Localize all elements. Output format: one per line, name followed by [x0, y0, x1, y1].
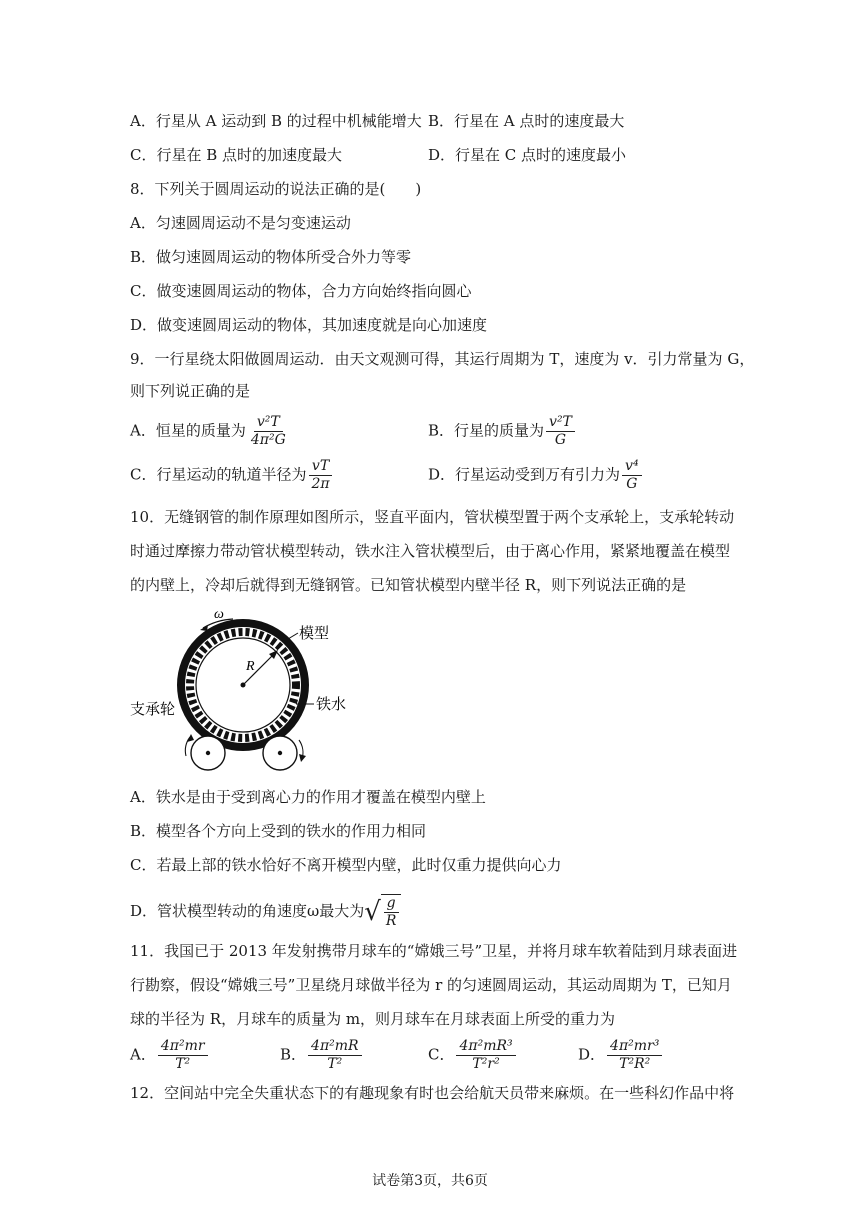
radius-label: R: [246, 659, 255, 674]
omega-label: ω: [214, 607, 224, 622]
omega-arrowhead: [200, 625, 208, 631]
q11-option-a: [130, 1038, 210, 1073]
q9-option-a: [130, 414, 291, 449]
q9-option-d-fraction: [622, 458, 642, 493]
q9-option-a-numerator: v²T: [254, 414, 283, 432]
q11-option-b: [280, 1038, 364, 1073]
left-wheel-axle: [206, 751, 210, 755]
left-wheel-arrowhead: [187, 734, 194, 742]
q11-option-c-fraction: [456, 1038, 515, 1073]
q9-stem-line1: 9．一行星绕太阳做圆周运动．由天文观测可得，其运行周期为 T，速度为 v．引力常量为 G，: [130, 350, 755, 368]
q11-option-a-fraction: [158, 1038, 208, 1073]
q9-option-c-denominator: 2π: [311, 476, 330, 492]
q11-option-d: [578, 1038, 664, 1073]
q8-option-d: D．做变速圆周运动的物体，其加速度就是向心加速度: [130, 316, 488, 334]
q8-option-b: B．做匀速圆周运动的物体所受合外力等零: [130, 248, 412, 266]
q11-option-d-label: D．: [578, 1045, 606, 1064]
q12-stem-line1: 12．空间站中完全失重状态下的有趣现象有时也会给航天员带来麻烦。在一些科幻作品中将: [130, 1084, 735, 1102]
q9-stem-line2: 则下列说正确的是: [130, 382, 251, 400]
q10-option-d-fraction: [383, 895, 400, 930]
q9-option-d-numerator: v⁴: [622, 458, 642, 476]
q11-option-d-numerator: 4π²mr³: [607, 1038, 662, 1056]
q11-option-a-denominator: T²: [175, 1056, 191, 1072]
q11-option-a-numerator: 4π²mr: [158, 1038, 208, 1056]
q11-option-d-denominator: T²R²: [619, 1056, 651, 1072]
q7-option-b: B．行星在 A 点时的速度最大: [428, 112, 625, 130]
q9-option-a-fraction: [248, 414, 289, 449]
model-label-leader: [288, 633, 298, 639]
q11-option-c-denominator: T²r²: [472, 1056, 500, 1072]
q11-option-c-numerator: 4π²mR³: [456, 1038, 515, 1056]
q9-option-b-fraction: [546, 414, 575, 449]
q9-option-b-text: B．行星的质量为: [428, 421, 545, 440]
q10-option-d: [130, 894, 401, 930]
q11-stem-line2: 行勘察，假设“嫦娥三号”卫星绕月球做半径为 r 的匀速圆周运动，其运动周期为 T，已知月: [130, 976, 732, 994]
q9-option-b-denominator: G: [554, 432, 567, 448]
q8-option-a: A．匀速圆周运动不是匀变速运动: [130, 214, 351, 232]
model-label: 模型: [299, 626, 330, 642]
page-footer: 试卷第3页，共6页: [372, 1173, 488, 1189]
q11-option-b-denominator: T²: [327, 1056, 343, 1072]
q11-option-a-label: A．: [130, 1045, 156, 1064]
q7-option-c: C．行星在 B 点时的加速度最大: [130, 146, 343, 164]
q9-option-d: [428, 458, 644, 493]
q10-option-d-denominator: R: [385, 913, 397, 929]
right-wheel-axle: [278, 751, 282, 755]
q9-option-d-text: D．行星运动受到万有引力为: [428, 465, 621, 484]
q10-stem-line2: 时通过摩擦力带动管状模型转动，铁水注入管状模型后，由于离心作用，紧紧地覆盖在模型: [130, 542, 731, 560]
q9-option-b-numerator: v²T: [546, 414, 575, 432]
q11-option-c: [428, 1038, 518, 1073]
q9-option-c-text: C．行星运动的轨道半径为: [130, 465, 307, 484]
q10-stem-line1: 10．无缝钢管的制作原理如图所示，竖直平面内，管状模型置于两个支承轮上，支承轮转动: [130, 508, 735, 526]
iron-label: 铁水: [316, 697, 347, 713]
q10-option-d-text: D．管状模型转动的角速度ω最大为: [130, 902, 365, 920]
q11-option-b-numerator: 4π²mR: [308, 1038, 362, 1056]
q11-option-b-label: B．: [280, 1045, 307, 1064]
right-wheel-arrowhead: [299, 754, 306, 762]
q11-option-d-fraction: [607, 1038, 662, 1073]
q9-option-b: [428, 414, 577, 449]
q9-option-c-fraction: [308, 458, 332, 493]
q9-option-c: [130, 458, 335, 493]
q11-stem-line1: 11．我国已于 2013 年发射携带月球车的“嫦娥三号”卫星，并将月球车软着陆到月球表面进: [130, 942, 738, 960]
q10-stem-line3: 的内壁上，冷却后就得到无缝钢管。已知管状模型内壁半径 R，则下列说法正确的是: [130, 576, 687, 594]
q10-option-d-numerator: g: [384, 895, 399, 913]
sqrt-sign: √ $\frac{g}{R}$: [364, 894, 401, 930]
q11-stem-line3: 球的半径为 R，月球车的质量为 m，则月球车在月球表面上所受的重力为: [130, 1010, 616, 1028]
q7-option-d: D．行星在 C 点时的速度最小: [428, 146, 627, 164]
q9-option-d-denominator: G: [626, 476, 638, 492]
q8-option-c: C．做变速圆周运动的物体，合力方向始终指向圆心: [130, 282, 472, 300]
q9-option-c-numerator: vT: [309, 458, 332, 476]
q9-option-a-denominator: 4π²G: [250, 432, 286, 448]
q10-option-a: A．铁水是由于受到离心力的作用才覆盖在模型内壁上: [130, 788, 486, 806]
q10-option-b: B．模型各个方向上受到的铁水的作用力相同: [130, 822, 427, 840]
q8-stem: 8．下列关于圆周运动的说法正确的是( ): [130, 180, 422, 198]
q10-option-c: C．若最上部的铁水恰好不离开模型内壁，此时仅重力提供向心力: [130, 856, 562, 874]
q7-option-a: A．行星从 A 运动到 B 的过程中机械能增大: [130, 112, 422, 130]
seamless-pipe-figure: [128, 606, 368, 776]
wheel-label: 支承轮: [130, 702, 176, 718]
q11-option-c-label: C．: [428, 1045, 455, 1064]
q11-option-b-fraction: [308, 1038, 362, 1073]
q9-option-a-text: A．恒星的质量为: [130, 421, 246, 440]
